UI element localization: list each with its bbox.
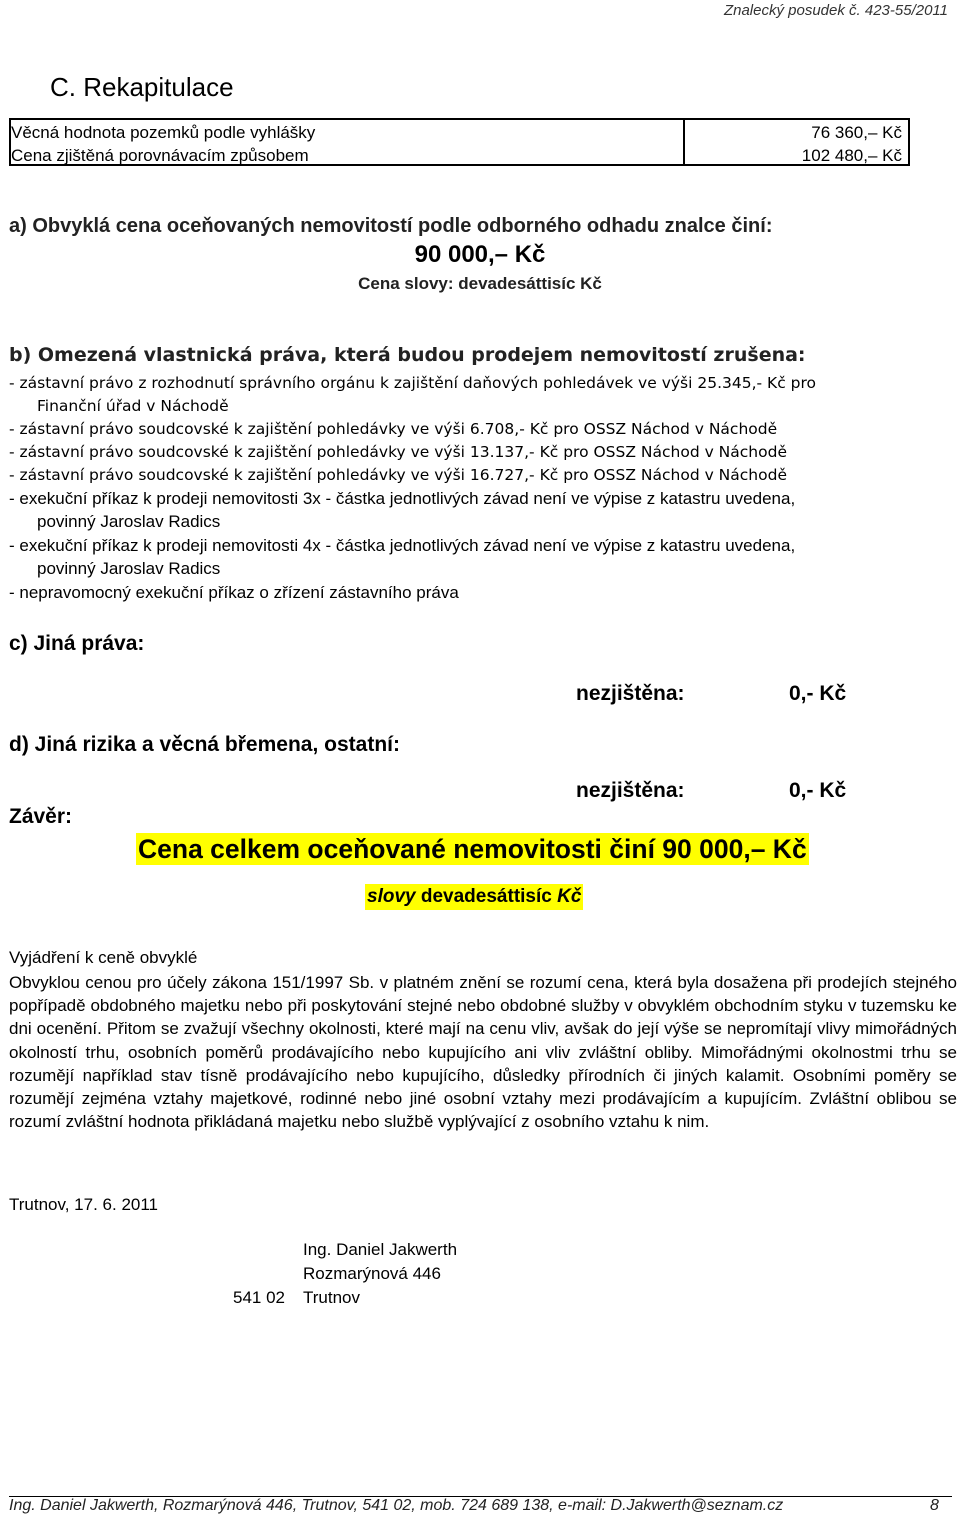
signer-city: Trutnov	[303, 1288, 361, 1307]
words-prefix: slovy	[367, 886, 416, 907]
section-title: C. Rekapitulace	[50, 72, 234, 102]
recap-label-comparative: Cena zjištěná porovnávacím způsobem	[11, 146, 309, 165]
restriction-item: povinný Jaroslav Radics	[37, 559, 221, 578]
total-price-highlight: Cena celkem oceňované nemovitosti činí 90 000,– Kč	[138, 834, 807, 864]
usual-price-amount: 90 000,– Kč	[414, 241, 546, 268]
section-d-heading: d) Jiná rizika a věcná břemena, ostatní:	[9, 733, 400, 756]
recap-label-land: Věcná hodnota pozemků podle vyhlášky	[11, 123, 316, 142]
signer-street: Rozmarýnová 446	[303, 1264, 441, 1283]
signer-zip: 541 02	[233, 1288, 285, 1307]
section-b-heading: b) Omezená vlastnická práva, která budou prodejem nemovitostí zrušena:	[9, 344, 806, 366]
restriction-item: - zástavní právo soudcovské k zajištění pohledávky ve výši 13.137,- Kč pro OSSZ Náchod v Náchodě	[9, 443, 787, 461]
recap-labels-column	[11, 120, 685, 164]
conclusion-heading: Závěr:	[9, 805, 73, 828]
words-value: devadesáttisíc	[420, 886, 552, 907]
restriction-item: - zástavní právo soudcovské k zajištění pohledávky ve výši 6.708,- Kč pro OSSZ Náchod v Náchodě	[9, 420, 778, 438]
document-reference: Znalecký posudek č. 423-55/2011	[723, 2, 948, 19]
signer-name: Ing. Daniel Jakwerth	[303, 1240, 458, 1259]
section-c-heading: c) Jiná práva:	[9, 632, 145, 655]
restriction-item: - zástavní právo soudcovské k zajištění pohledávky ve výši 16.727,- Kč pro OSSZ Náchod v Náchodě	[9, 466, 787, 484]
page-number: 8	[930, 1497, 939, 1514]
section-c-value: 0,- Kč	[789, 682, 847, 705]
section-d-status: nezjištěna:	[576, 779, 685, 802]
footer-contact: Ing. Daniel Jakwerth, Rozmarýnová 446, Trutnov, 541 02, mob. 724 689 138, e-mail: D.Jakwerth@seznam.cz	[9, 1497, 784, 1514]
restriction-item: - zástavní právo z rozhodnutí správního orgánu k zajištění daňových pohledávek ve výši 25.345,- Kč pro	[9, 374, 816, 392]
explanation-title: Vyjádření k ceně obvyklé	[9, 948, 198, 967]
recap-values-column	[685, 120, 908, 164]
restriction-item: - exekuční příkaz k prodeji nemovitosti 4x - částka jednotlivých závad není ve výpise z katastru uvedena,	[9, 536, 796, 555]
section-c-status: nezjištěna:	[576, 682, 685, 705]
recap-table	[9, 118, 910, 166]
words-suffix: Kč	[557, 886, 582, 907]
explanation-body: Obvyklou cenou pro účely zákona 151/1997 Sb. v platném znění se rozumí cena, která byla dosažena při prodejích stejného popřípadě obdobného majetku nebo při poskytování stejné nebo obdobné služby v obvyklém obchodním styku v tuzemsku ke dni ocenění. Přitom se zvažují všechny okolnosti, které mají na cenu vliv, avšak do její výše se nepromítají vlivy mimořádných okolností trhu, osobních poměrů prodávajícího nebo kupujícího ani vliv zvláštní obliby. Mimořádnými okolnostmi trhu se rozumějí například stav tísně prodávajícího nebo kupujícího, důsledky přírodních či jiných kalamit. Osobními poměry se rozumějí zejména vztahy majetkové, rodinné nebo jiné osobní vztahy mezi prodávajícím a kupujícím. Zvláštní oblibou se rozumí zvláštní hodnota přikládaná majetku nebo službě vyplývající z osobního vztahu k nim.	[9, 973, 957, 1132]
restriction-item: - nepravomocný exekuční příkaz o zřízení zástavního práva	[9, 583, 459, 602]
section-d-value: 0,- Kč	[789, 779, 847, 802]
recap-value-land: 76 360,– Kč	[811, 123, 902, 142]
usual-price-words: Cena slovy: devadesáttisíc Kč	[358, 274, 602, 293]
place-date: Trutnov, 17. 6. 2011	[9, 1195, 158, 1214]
restriction-item: - exekuční příkaz k prodeji nemovitosti 3x - částka jednotlivých závad není ve výpise z katastru uvedena,	[9, 489, 796, 508]
restriction-item: povinný Jaroslav Radics	[37, 512, 221, 531]
restriction-item: Finanční úřad v Náchodě	[37, 397, 229, 415]
section-a-heading: a) Obvyklá cena oceňovaných nemovitostí podle odborného odhadu znalce činí:	[9, 215, 773, 237]
total-price-words	[365, 884, 583, 910]
recap-value-comparative: 102 480,– Kč	[801, 146, 902, 165]
